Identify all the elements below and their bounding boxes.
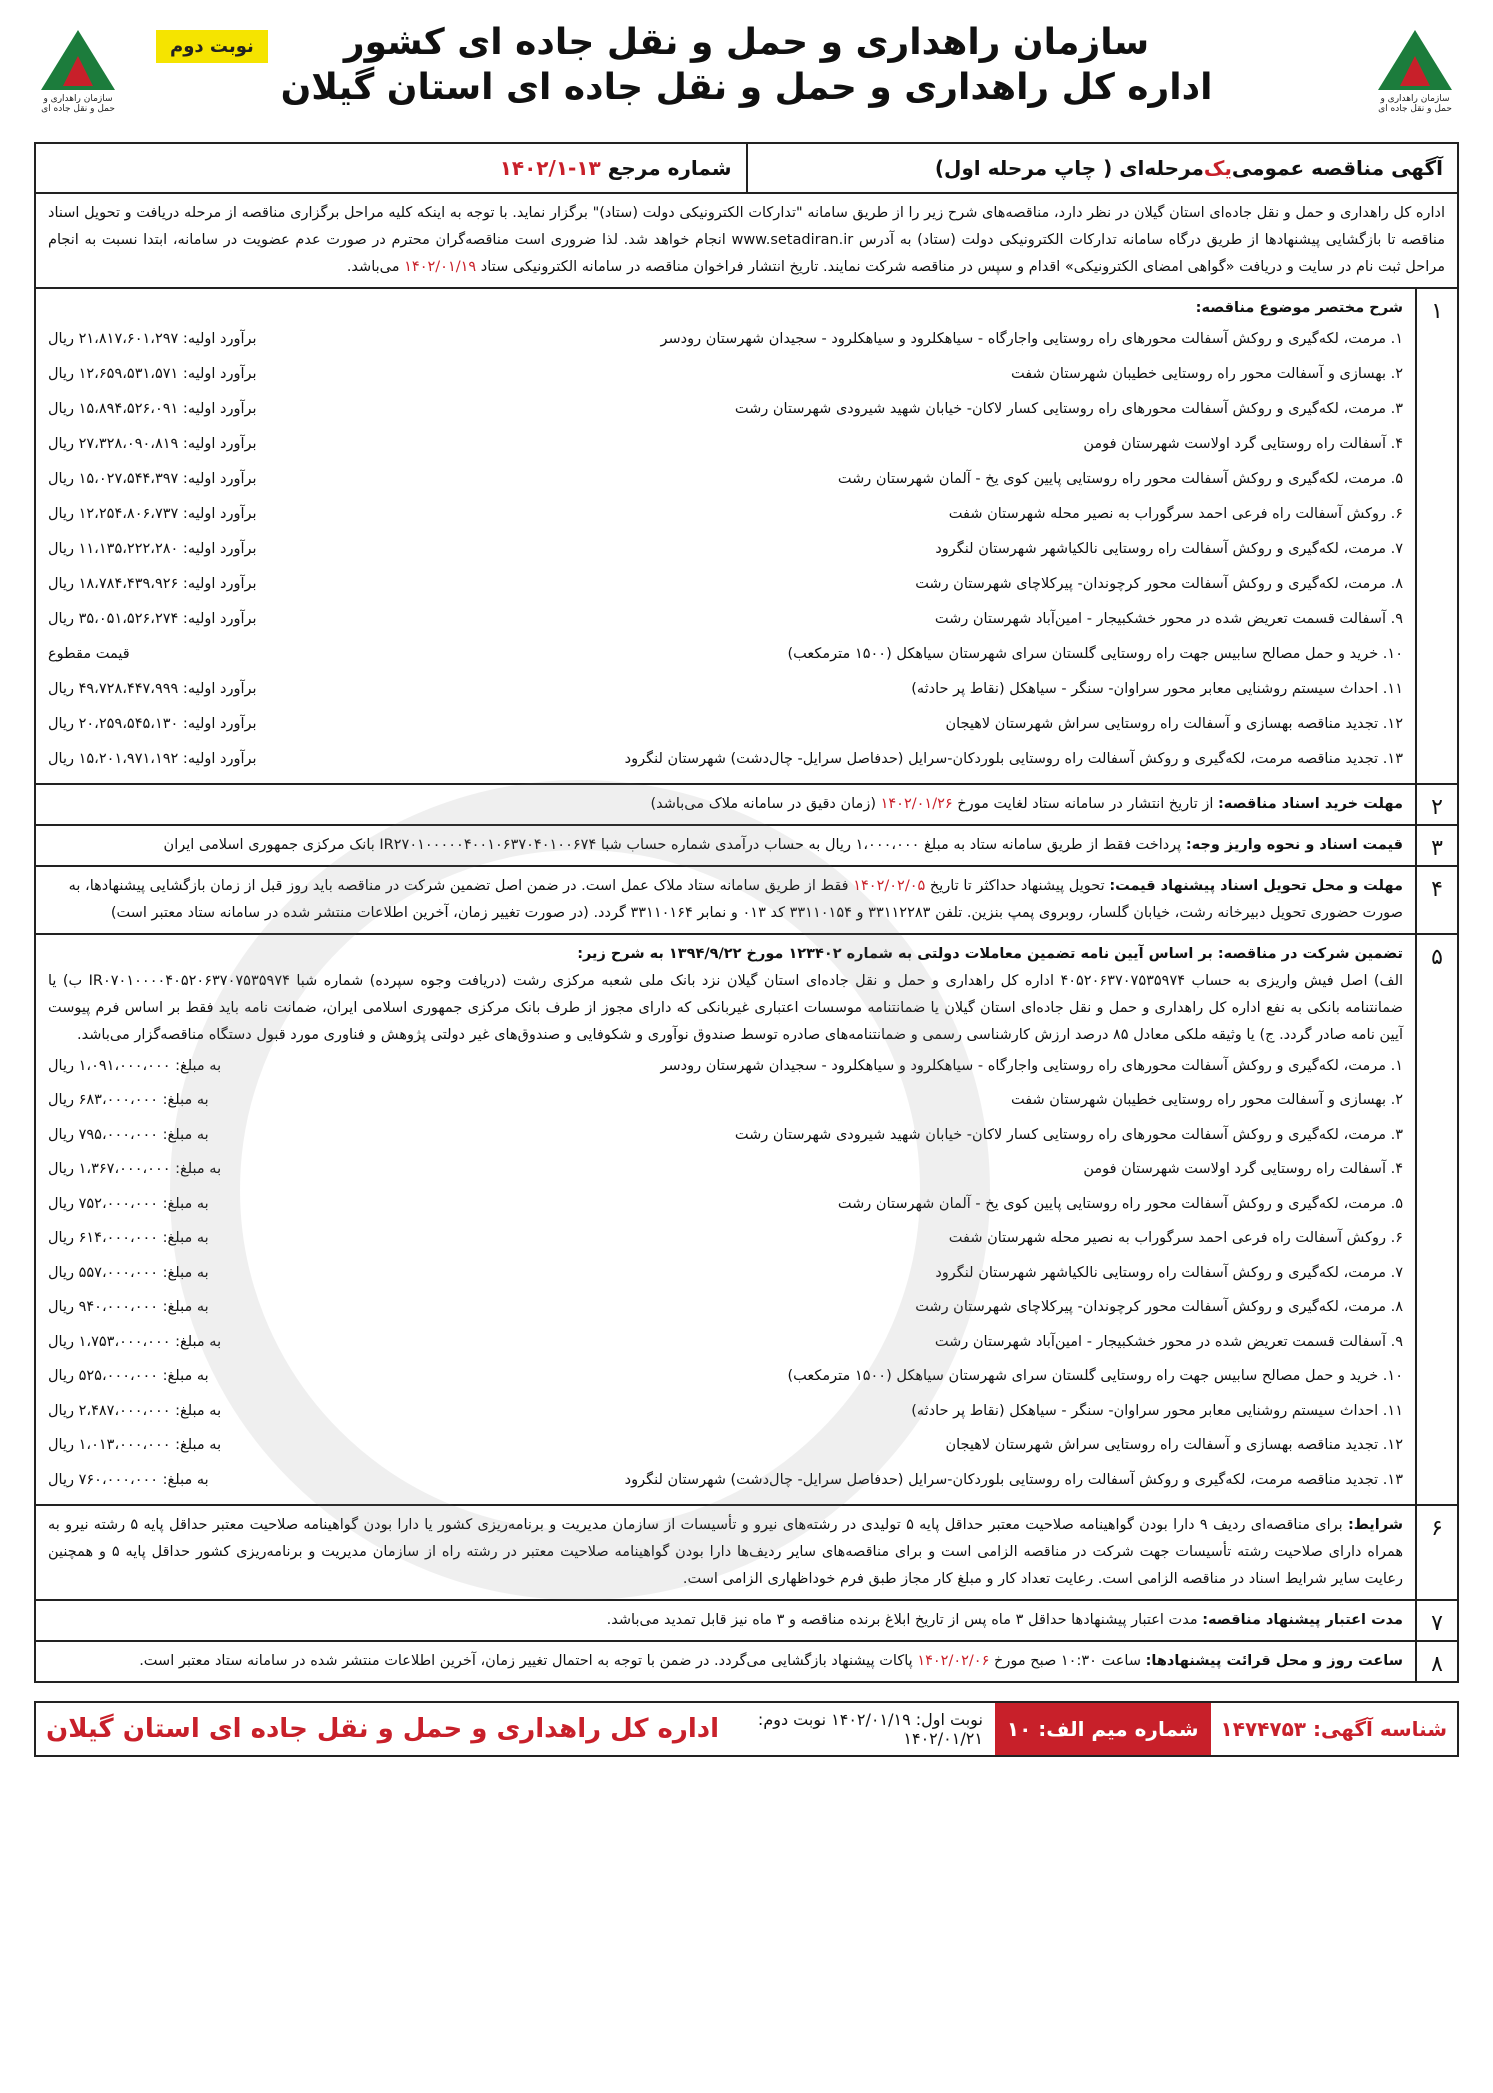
item-description: ۳. مرمت، لکه‌گیری و روکش آسفالت محورهای راه روستایی کسار لاکان- خیابان شهید شیرودی شهرستان رشت xyxy=(734,401,1403,417)
item-amount: برآورد اولیه: ۱۱،۱۳۵،۲۲۲،۲۸۰ ریال xyxy=(48,541,257,557)
notice-id: شناسه آگهی: ۱۴۷۴۷۵۳ xyxy=(1220,1716,1447,1741)
item-amount: به مبلغ: ۷۵۲،۰۰۰،۰۰۰ ریال xyxy=(48,1195,209,1212)
item-amount: به مبلغ: ۶۸۳،۰۰۰،۰۰۰ ریال xyxy=(48,1092,209,1109)
item-description: ۷. مرمت، لکه‌گیری و روکش آسفالت راه روستایی نالکیاشهر شهرستان لنگرود xyxy=(935,541,1403,557)
section-text: الف) اصل فیش واریزی به حساب ۴۰۵۲۰۶۳۷۰۷۵۳۵۹۷۴ اداره کل راهداری و حمل و نقل جاده‌ای استان گیلان نزد بانک ملی شعبه مرکزی رشت (دریافت وجوه سپرده) شماره شبا IR۰۷۰۱۰۰۰۰۴۰۵۲۰۶۳۷۰۷۵۳۵۹۷۴ ب) یا ضمانتنامه بانکی به نفع اداره کل راهداری و حمل و نقل جاده‌ای استان گیلان یا ضمانتنامه موسسات اعتباری غیربانکی که دارای مجوز از طرف بانک مرکزی جمهوری اسلامی ایران، ضمانت نامه باید فقط بر اساس فرم پیوست آیین نامه صادر گردد. ج) یا وثیقه ملکی معادل ۸۵ درصد ارزش کارشناسی رسمی و ضمانتنامه‌های صادره توسط صندوق نوآوری و شکوفایی و صندوق‌های غیر دولتی پژوهش و فناوری مورد قبول دستگاه مناقصه‌گزار می‌باشد. xyxy=(48,973,1404,1043)
mim-alef-number: شماره میم الف: ۱۰ xyxy=(995,1703,1211,1755)
section-heading: شرایط: xyxy=(1347,1516,1403,1533)
item-amount: به مبلغ: ۱،۰۱۳،۰۰۰،۰۰۰ ریال xyxy=(48,1437,222,1454)
section-1 xyxy=(36,289,1457,785)
section-8 xyxy=(36,1642,1457,1681)
guarantee-row xyxy=(48,1256,1403,1291)
org-logo-right xyxy=(1373,30,1457,130)
section-3 xyxy=(36,826,1457,867)
estimate-row xyxy=(48,532,1403,567)
item-description: ۸. مرمت، لکه‌گیری و روکش آسفالت محور کرچوندان- پیرکلاچای شهرستان رشت xyxy=(915,1299,1403,1316)
item-amount: به مبلغ: ۵۲۵،۰۰۰،۰۰۰ ریال xyxy=(48,1368,209,1385)
section-number: ۱ xyxy=(1415,289,1457,783)
section-number: ۶ xyxy=(1415,1506,1457,1599)
guarantee-list xyxy=(48,1049,1403,1498)
section-number: ۳ xyxy=(1415,826,1457,865)
estimate-row xyxy=(48,462,1403,497)
item-description: ۴. آسفالت راه روستایی گرد اولاست شهرستان فومن xyxy=(1083,1161,1403,1178)
section-heading: مهلت و محل تحویل اسناد پیشنهاد قیمت: xyxy=(1109,878,1403,894)
estimate-row xyxy=(48,707,1403,742)
item-description: ۱۲. تجدید مناقصه بهسازی و آسفالت راه روستایی سراش شهرستان لاهیجان xyxy=(945,716,1403,732)
intro-text: اداره کل راهداری و حمل و نقل جاده‌ای استان گیلان در نظر دارد، مناقصه‌های شرح زیر را از طریق سامانه "تدارکات الکترونیکی دولت (ستاد)" برگزار نماید. با توجه به اینکه کلیه مراحل برگزاری مناقصه از مرحله دریافت و تحویل اسناد مناقصه تا بازگشایی پیشنهادها از طریق درگاه سامانه تدارکات الکترونیکی دولت (ستاد) به آدرس www.setadiran.ir انجام خواهد شد. لذا ضروری است مناقصه‌گران محترم در صورت عدم عضویت در سامانه، ابتدا نسبت به انجام مراحل ثبت نام در سایت و دریافت «گواهی امضای الکترونیکی» اقدام و سپس در مناقصه شرکت نمایند. تاریخ انتشار فراخوان مناقصه در سامانه الکترونیکی ستاد xyxy=(48,205,1446,275)
estimate-row xyxy=(48,322,1403,357)
section-content xyxy=(36,1506,1415,1599)
item-description: ۳. مرمت، لکه‌گیری و روکش آسفالت محورهای راه روستایی کسار لاکان- خیابان شهید شیرودی شهرستان رشت xyxy=(734,1126,1403,1143)
intro-paragraph xyxy=(36,194,1457,289)
section-5 xyxy=(36,935,1457,1506)
section-number: ۷ xyxy=(1415,1601,1457,1640)
item-amount: به مبلغ: ۱،۰۹۱،۰۰۰،۰۰۰ ریال xyxy=(48,1057,222,1074)
section-text: از تاریخ انتشار در سامانه ستاد لغایت مورخ xyxy=(952,796,1218,812)
road-logo-icon xyxy=(41,30,115,90)
estimate-list xyxy=(48,322,1403,777)
guarantee-row xyxy=(48,1325,1403,1360)
publish-dates: نوبت اول: ۱۴۰۲/۰۱/۱۹ نوبت دوم: ۱۴۰۲/۰۱/۲۱ xyxy=(757,1709,983,1748)
item-description: ۲. بهسازی و آسفالت محور راه روستایی خطیبان شهرستان شفت xyxy=(1010,1092,1403,1109)
section-text: برای مناقصه‌ای ردیف ۹ دارا بودن گواهینامه صلاحیت معتبر حداقل پایه ۵ تولیدی در رشته‌های نیرو و تأسیسات از سازمان مدیریت و برنامه‌ریزی کشور یا دارا بودن گواهینامه صلاحیت معتبر حداقل پایه ۵ رشته نیرو به همراه دارای صلاحیت رشته تأسیسات جهت شرکت در مناقصه الزامی است و برای مناقصه‌های سایر ردیف‌ها دارا بودن گواهینامه صلاحیت معتبر در رشته راه از سازمان مدیریت و برنامه‌ریزی کشور حداقل پایه ۵ و همچنین رعایت سایر شرایط اسناد در مناقصه الزامی است. رعایت تعداد کار و مبلغ کار مجاز طبق فرم خوداظهاری الزامی است. xyxy=(48,1516,1404,1587)
item-amount: برآورد اولیه: ۲۰،۲۵۹،۵۴۵،۱۳۰ ریال xyxy=(48,716,257,732)
item-amount: به مبلغ: ۶۱۴،۰۰۰،۰۰۰ ریال xyxy=(48,1230,209,1247)
footer-bar xyxy=(34,1701,1459,1757)
item-amount: برآورد اولیه: ۲۱،۸۱۷،۶۰۱،۲۹۷ ریال xyxy=(48,331,257,347)
guarantee-row xyxy=(48,1360,1403,1395)
item-description: ۹. آسفالت قسمت تعریض شده در محور خشکبیجار - امین‌آباد شهرستان رشت xyxy=(934,611,1403,627)
guarantee-row xyxy=(48,1118,1403,1153)
section-heading: مهلت خرید اسناد مناقصه: xyxy=(1217,796,1403,812)
notice-title xyxy=(748,144,1458,192)
notice-title-red: یک xyxy=(1203,156,1232,180)
item-description: ۵. مرمت، لکه‌گیری و روکش آسفالت محور راه روستایی پایین کوی یخ - آلمان شهرستان رشت xyxy=(837,1195,1403,1212)
estimate-row xyxy=(48,567,1403,602)
section-7 xyxy=(36,1601,1457,1642)
item-amount: برآورد اولیه: ۲۷،۳۲۸،۰۹۰،۸۱۹ ریال xyxy=(48,436,257,452)
item-description: ۱. مرمت، لکه‌گیری و روکش آسفالت محورهای راه روستایی واجارگاه - سیاهکلرود و سیاهکلرود - سجیدان شهرستان رودسر xyxy=(660,331,1403,347)
item-description: ۱. مرمت، لکه‌گیری و روکش آسفالت محورهای راه روستایی واجارگاه - سیاهکلرود و سیاهکلرود - سجیدان شهرستان رودسر xyxy=(660,1057,1403,1074)
guarantee-row xyxy=(48,1463,1403,1498)
estimate-row xyxy=(48,497,1403,532)
item-description: ۱۳. تجدید مناقصه مرمت، لکه‌گیری و روکش آسفالت راه روستایی بلوردکان-سرایل (حدفاصل سرایل- چال‌دشت) شهرستان لنگرود xyxy=(624,1471,1403,1488)
item-amount: به مبلغ: ۷۹۵،۰۰۰،۰۰۰ ریال xyxy=(48,1126,209,1143)
guarantee-row xyxy=(48,1084,1403,1119)
road-logo-icon xyxy=(1378,30,1452,90)
section-text: فقط از طریق سامانه ستاد ملاک عمل است. در ضمن اصل تضمین شرکت در مناقصه باید روز قبل از زمان بازگشایی پیشنهادها، به صورت حضوری تحویل دبیرخانه رشت، خیابان گلسار، روبروی پمپ بنزین. تلفن ۳۳۱۱۲۲۸۳ و ۳۳۱۱۰۱۵۴ کد ۰۱۳ و نمابر ۳۳۱۱۰۱۶۴ گردد. (در صورت تغییر زمان، آخرین اطلاعات منتشر شده در سامانه ستاد معتبر است) xyxy=(68,878,1403,921)
item-description: ۴. آسفالت راه روستایی گرد اولاست شهرستان فومن xyxy=(1083,436,1403,452)
estimate-row xyxy=(48,602,1403,637)
org-title-line2: اداره کل راهداری و حمل و نقل جاده ای استان گیلان xyxy=(280,67,1213,108)
section-content xyxy=(36,1601,1415,1640)
logo-caption-right: سازمان راهداری و حمل و نقل جاده ای xyxy=(1378,94,1452,114)
item-amount: برآورد اولیه: ۱۵،۰۲۷،۵۴۴،۳۹۷ ریال xyxy=(48,471,257,487)
reference-number xyxy=(36,144,748,192)
reference-label: شماره مرجع xyxy=(607,156,732,180)
section-content xyxy=(36,785,1415,824)
section-content xyxy=(36,289,1415,783)
item-description: ۱۱. احداث سیستم روشنایی معابر محور سراوان- سنگر - سیاهکل (نقاط پر حادثه) xyxy=(911,681,1403,697)
item-amount: برآورد اولیه: ۳۵،۰۵۱،۵۲۶،۲۷۴ ریال xyxy=(48,611,257,627)
item-description: ۲. بهسازی و آسفالت محور راه روستایی خطیبان شهرستان شفت xyxy=(1010,366,1403,382)
guarantee-row xyxy=(48,1222,1403,1257)
section-number: ۲ xyxy=(1415,785,1457,824)
deadline-date: ۱۴۰۲/۰۱/۲۶ xyxy=(880,796,953,812)
item-amount: به مبلغ: ۵۵۷،۰۰۰،۰۰۰ ریال xyxy=(48,1264,209,1281)
section-text: ساعت ۱۰:۳۰ صبح مورخ xyxy=(989,1652,1146,1669)
item-amount: برآورد اولیه: ۱۵،۸۹۴،۵۲۶،۰۹۱ ریال xyxy=(48,401,257,417)
intro-tail: می‌باشد. xyxy=(346,259,405,275)
item-description: ۹. آسفالت قسمت تعریض شده در محور خشکبیجار - امین‌آباد شهرستان رشت xyxy=(934,1333,1403,1350)
section-number: ۸ xyxy=(1415,1642,1457,1681)
estimate-row xyxy=(48,742,1403,777)
estimate-row xyxy=(48,357,1403,392)
section-4 xyxy=(36,867,1457,935)
section-content xyxy=(36,826,1415,865)
section-text: (زمان دقیق در سامانه ملاک می‌باشد) xyxy=(650,796,881,812)
item-amount: برآورد اولیه: ۱۵،۲۰۱،۹۷۱،۱۹۲ ریال xyxy=(48,751,257,767)
footer-org-name: اداره کل راهداری و حمل و نقل جاده ای استان گیلان xyxy=(46,1713,719,1744)
section-text: پرداخت فقط از طریق سامانه ستاد به مبلغ ۱،۰۰۰،۰۰۰ ریال به حساب درآمدی شماره حساب شبا IR۲۷۰۱۰۰۰۰۰۴۰۰۱۰۶۳۷۰۴۰۱۰۰۶۷۴ بانک مرکزی جمهوری اسلامی ایران xyxy=(163,837,1186,853)
item-description: ۸. مرمت، لکه‌گیری و روکش آسفالت محور کرچوندان- پیرکلاچای شهرستان رشت xyxy=(915,576,1403,592)
estimate-row xyxy=(48,427,1403,462)
notice-box xyxy=(34,142,1459,1683)
item-amount: به مبلغ: ۱،۳۶۷،۰۰۰،۰۰۰ ریال xyxy=(48,1161,222,1178)
section-6 xyxy=(36,1506,1457,1601)
guarantee-row xyxy=(48,1394,1403,1429)
item-description: ۱۰. خرید و حمل مصالح سابیس جهت راه روستایی گلستان سرای شهرستان سیاهکل (۱۵۰۰ مترمکعب) xyxy=(787,646,1403,662)
item-amount: به مبلغ: ۹۴۰،۰۰۰،۰۰۰ ریال xyxy=(48,1299,209,1316)
section-heading: شرح مختصر موضوع مناقصه: xyxy=(1195,300,1403,316)
section-number: ۴ xyxy=(1415,867,1457,933)
estimate-row xyxy=(48,392,1403,427)
section-content xyxy=(36,867,1415,933)
section-heading: ساعت روز و محل قرائت پیشنهادها: xyxy=(1145,1652,1403,1669)
item-amount: به مبلغ: ۱،۷۵۳،۰۰۰،۰۰۰ ریال xyxy=(48,1333,222,1350)
section-text: مدت اعتبار پیشنهادها حداقل ۳ ماه پس از تاریخ ابلاغ برنده مناقصه و ۳ ماه نیز قابل تمدید می‌باشد. xyxy=(606,1611,1203,1628)
section-heading: تضمین شرکت در مناقصه: بر اساس آیین نامه تضمین معاملات دولتی به شماره ۱۲۳۴۰۲ مورخ ۱۳۹۴/۹/۲۲ به شرح زیر: xyxy=(577,946,1403,962)
item-amount: برآورد اولیه: ۴۹،۷۲۸،۴۴۷،۹۹۹ ریال xyxy=(48,681,257,697)
delivery-date: ۱۴۰۲/۰۲/۰۵ xyxy=(853,878,926,894)
org-logo-left xyxy=(36,30,120,130)
section-number: ۵ xyxy=(1415,935,1457,1504)
item-amount: برآورد اولیه: ۱۲،۲۵۴،۸۰۶،۷۳۷ ریال xyxy=(48,506,257,522)
section-heading: مدت اعتبار پیشنهاد مناقصه: xyxy=(1202,1611,1403,1628)
item-description: ۶. روکش آسفالت راه فرعی احمد سرگوراب به نصیر محله شهرستان شفت xyxy=(948,1230,1403,1247)
logo-caption-left: سازمان راهداری و حمل و نقل جاده ای xyxy=(41,94,115,114)
guarantee-row xyxy=(48,1291,1403,1326)
item-description: ۶. روکش آسفالت راه فرعی احمد سرگوراب به نصیر محله شهرستان شفت xyxy=(948,506,1403,522)
item-amount: به مبلغ: ۷۶۰،۰۰۰،۰۰۰ ریال xyxy=(48,1471,209,1488)
section-2 xyxy=(36,785,1457,826)
title-row xyxy=(36,144,1457,194)
estimate-row xyxy=(48,637,1403,672)
header xyxy=(28,22,1465,142)
guarantee-row xyxy=(48,1153,1403,1188)
opening-date: ۱۴۰۲/۰۲/۰۶ xyxy=(917,1652,990,1669)
item-description: ۱۳. تجدید مناقصه مرمت، لکه‌گیری و روکش آسفالت راه روستایی بلوردکان-سرایل (حدفاصل سرایل- چال‌دشت) شهرستان لنگرود xyxy=(624,751,1403,767)
notice-title-pre: آگهی مناقصه عمومی xyxy=(1231,156,1443,180)
item-description: ۱۰. خرید و حمل مصالح سابیس جهت راه روستایی گلستان سرای شهرستان سیاهکل (۱۵۰۰ مترمکعب) xyxy=(787,1368,1403,1385)
guarantee-row xyxy=(48,1187,1403,1222)
item-description: ۵. مرمت، لکه‌گیری و روکش آسفالت محور راه روستایی پایین کوی یخ - آلمان شهرستان رشت xyxy=(837,471,1403,487)
item-description: ۱۱. احداث سیستم روشنایی معابر محور سراوان- سنگر - سیاهکل (نقاط پر حادثه) xyxy=(911,1402,1403,1419)
section-heading: قیمت اسناد و نحوه واریز وجه: xyxy=(1185,837,1403,853)
intro-date: ۱۴۰۲/۰۱/۱۹ xyxy=(404,259,477,275)
guarantee-row xyxy=(48,1429,1403,1464)
item-description: ۷. مرمت، لکه‌گیری و روکش آسفالت راه روستایی نالکیاشهر شهرستان لنگرود xyxy=(935,1264,1403,1281)
item-amount: قیمت مقطوع xyxy=(48,646,130,662)
section-text: پاکات پیشنهاد بازگشایی می‌گردد. در ضمن با توجه به احتمال تغییر زمان، آخرین اطلاعات منتشر شده در سامانه ستاد معتبر است. xyxy=(139,1652,918,1669)
item-amount: به مبلغ: ۲،۴۸۷،۰۰۰،۰۰۰ ریال xyxy=(48,1402,222,1419)
section-content xyxy=(36,935,1415,1504)
round-badge: نوبت دوم xyxy=(156,30,268,63)
notice-title-post: مرحله‌ای ( چاپ مرحله اول) xyxy=(934,156,1204,180)
section-text: تحویل پیشنهاد حداکثر تا تاریخ xyxy=(925,878,1110,894)
item-amount: برآورد اولیه: ۱۲،۶۵۹،۵۳۱،۵۷۱ ریال xyxy=(48,366,257,382)
guarantee-row xyxy=(48,1049,1403,1084)
org-title-line1: سازمان راهداری و حمل و نقل جاده ای کشور xyxy=(343,22,1150,63)
section-content xyxy=(36,1642,1415,1681)
item-description: ۱۲. تجدید مناقصه بهسازی و آسفالت راه روستایی سراش شهرستان لاهیجان xyxy=(945,1437,1403,1454)
reference-value: ۱۴۰۲/۱-۱۳ xyxy=(499,156,601,180)
item-amount: برآورد اولیه: ۱۸،۷۸۴،۴۳۹،۹۲۶ ریال xyxy=(48,576,257,592)
estimate-row xyxy=(48,672,1403,707)
